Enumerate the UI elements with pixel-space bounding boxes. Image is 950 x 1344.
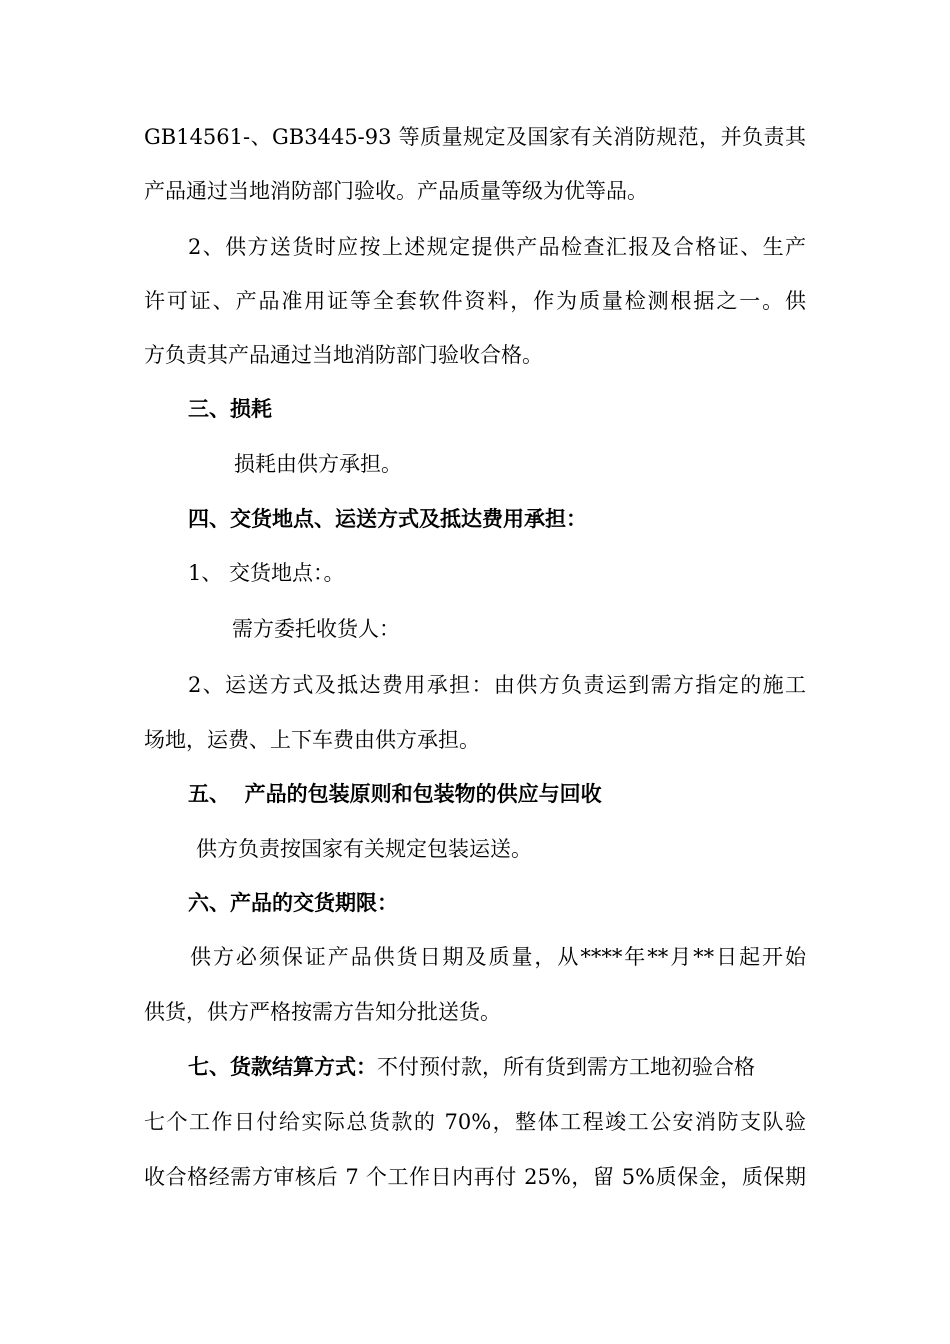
section-heading: 三、损耗 xyxy=(188,396,272,421)
paragraph-line: 2、供方送货时应按上述规定提供产品检查汇报及合格证、生产 xyxy=(188,235,806,259)
paragraph-line: GB14561-、GB3445-93 等质量规定及国家有关消防规范，并负责其 xyxy=(144,125,806,149)
paragraph-line: 许可证、产品准用证等全套软件资料，作为质量检测根据之一。供 xyxy=(144,289,806,313)
section-heading: 六、产品的交货期限： xyxy=(188,890,398,915)
section-heading: 七、货款结算方式： xyxy=(188,1054,377,1079)
section-heading: 四、交货地点、运送方式及抵达费用承担： xyxy=(188,506,587,531)
paragraph-line: 1、 交货地点：。 xyxy=(188,561,345,585)
paragraph-line: 供方必须保证产品供货日期及质量，从****年**月**日起开始 xyxy=(190,945,806,969)
paragraph-line: 七个工作日付给实际总货款的 70%，整体工程竣工公安消防支队验 xyxy=(144,1110,806,1134)
paragraph-line-mixed xyxy=(188,1052,806,1082)
paragraph-line: 损耗由供方承担。 xyxy=(234,452,402,476)
paragraph-line: 场地，运费、上下车费由供方承担。 xyxy=(144,728,480,752)
paragraph-line: 2、运送方式及抵达费用承担：由供方负责运到需方指定的施工 xyxy=(188,673,806,697)
paragraph-line: 供方负责按国家有关规定包装运送。 xyxy=(196,837,532,861)
section-heading: 五、 产品的包装原则和包装物的供应与回收 xyxy=(188,781,602,806)
paragraph-line: 方负责其产品通过当地消防部门验收合格。 xyxy=(144,343,543,367)
paragraph-line: 产品通过当地消防部门验收。产品质量等级为优等品。 xyxy=(144,179,648,203)
paragraph-line: 需方委托收货人： xyxy=(232,617,400,641)
paragraph-line: 收合格经需方审核后 7 个工作日内再付 25%，留 5%质保金，质保期 xyxy=(144,1165,806,1189)
paragraph-line: 供货，供方严格按需方告知分批送货。 xyxy=(144,1000,501,1024)
paragraph-text: 不付预付款，所有货到需方工地初验合格 xyxy=(377,1055,755,1079)
